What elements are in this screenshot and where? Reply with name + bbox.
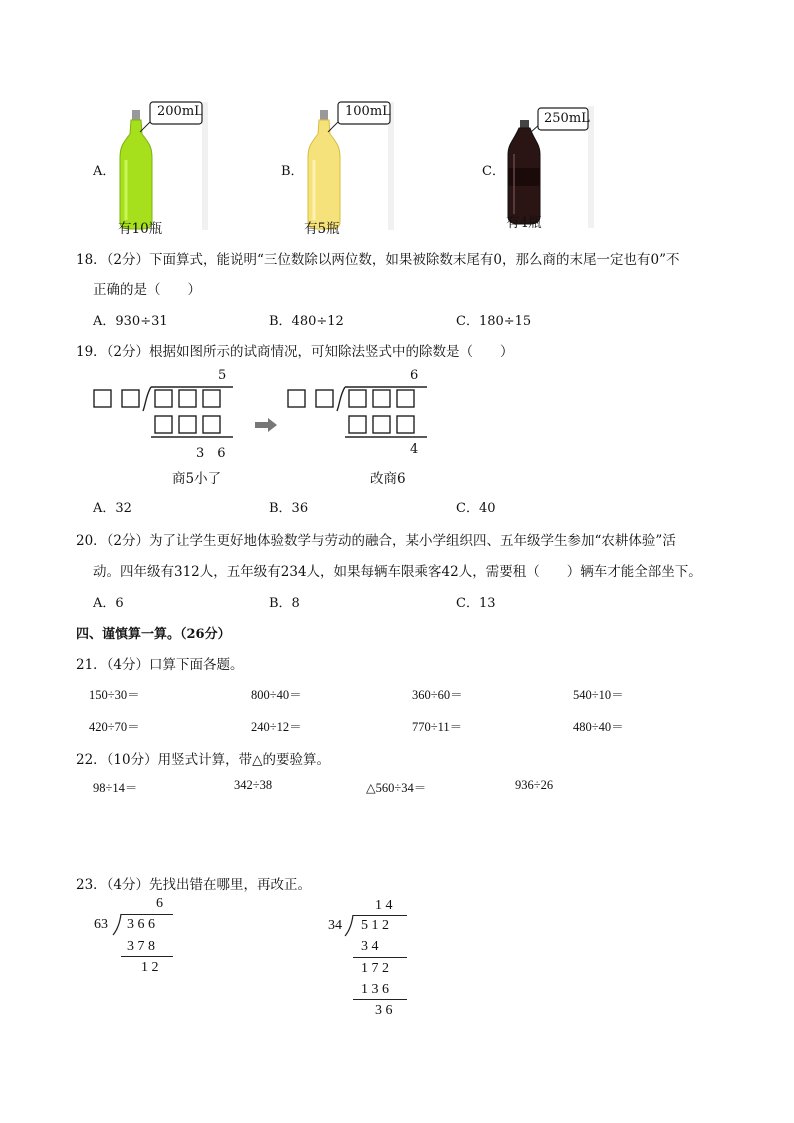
right-remainder: 4 bbox=[410, 442, 419, 457]
right-div-divisor: 34 bbox=[328, 918, 342, 933]
q21-item: 150÷30＝ bbox=[89, 688, 140, 702]
right-div-dividend: 5 1 2 bbox=[361, 918, 389, 933]
q22-item: 342÷38 bbox=[234, 778, 273, 792]
option-c-count: 有4瓶 bbox=[506, 215, 542, 231]
q20-stem-line1: 20．（2分）为了让学生更好地体验数学与劳动的融合，某小学组织四、五年级学生参加“农耕体验”活 bbox=[76, 533, 676, 549]
q22-stem: 22．（10分）用竖式计算，带△的要验算。 bbox=[76, 752, 330, 768]
green-bottle-icon bbox=[112, 100, 208, 232]
q20-option-c[interactable]: C．13 bbox=[456, 596, 496, 611]
left-div-rule bbox=[121, 956, 173, 957]
right-div-rule-2 bbox=[353, 999, 407, 1000]
q22-item: △560÷34＝ bbox=[366, 781, 427, 795]
left-div-divisor: 63 bbox=[94, 917, 108, 932]
right-div-bracket bbox=[343, 914, 355, 938]
q21-item: 540÷10＝ bbox=[573, 688, 624, 702]
q21-item: 480÷40＝ bbox=[573, 720, 624, 734]
yellow-bottle-icon bbox=[298, 100, 394, 232]
q18-option-c[interactable]: C．180÷15 bbox=[456, 314, 532, 329]
option-b-count: 有5瓶 bbox=[304, 221, 340, 237]
left-div-product: 3 7 8 bbox=[127, 939, 155, 954]
left-div-dividend: 3 6 6 bbox=[127, 917, 155, 932]
left-div-quotient: 6 bbox=[156, 896, 163, 911]
right-div-quotient: 1 4 bbox=[375, 898, 393, 913]
right-div-remainder: 3 6 bbox=[375, 1003, 393, 1018]
q18-stem-line2: 正确的是（ ） bbox=[93, 282, 201, 298]
option-c-label: C． bbox=[482, 164, 505, 179]
option-a-count: 有10瓶 bbox=[118, 221, 163, 237]
section-4-title: 四、谨慎算一算。（26分） bbox=[76, 627, 231, 642]
left-div-bar bbox=[121, 914, 173, 915]
q18-option-b[interactable]: B．480÷12 bbox=[269, 314, 344, 329]
left-div-bracket bbox=[111, 913, 123, 937]
q21-item: 240÷12＝ bbox=[251, 720, 302, 734]
q21-item: 770÷11＝ bbox=[412, 720, 463, 734]
option-b-label: B． bbox=[281, 164, 304, 179]
q23-stem: 23．（4分）先找出错在哪里，再改正。 bbox=[76, 877, 312, 893]
left-remainder: 3 6 bbox=[196, 446, 226, 461]
right-div-product-2: 1 3 6 bbox=[361, 982, 389, 997]
q21-stem: 21．（4分）口算下面各题。 bbox=[76, 657, 244, 673]
right-div-product-1: 3 4 bbox=[361, 939, 379, 954]
q19-option-c[interactable]: C．40 bbox=[456, 501, 496, 516]
q20-option-b[interactable]: B．8 bbox=[269, 596, 300, 611]
q20-option-a[interactable]: A．6 bbox=[93, 596, 124, 611]
left-div-remainder: 1 2 bbox=[141, 960, 159, 975]
option-a-volume: 200mL bbox=[157, 104, 203, 119]
q21-item: 360÷60＝ bbox=[412, 688, 463, 702]
q19-option-b[interactable]: B．36 bbox=[269, 501, 309, 516]
right-div-bar bbox=[353, 915, 407, 916]
left-quotient: 5 bbox=[218, 368, 227, 383]
right-division-boxes bbox=[287, 383, 437, 443]
right-quotient: 6 bbox=[410, 368, 419, 383]
right-arrow-icon bbox=[254, 418, 278, 432]
q21-item: 420÷70＝ bbox=[89, 720, 140, 734]
right-div-partial: 1 7 2 bbox=[361, 961, 389, 976]
q18-option-a[interactable]: A．930÷31 bbox=[93, 314, 168, 329]
option-a-label: A． bbox=[93, 164, 116, 179]
option-c-volume: 250mL bbox=[544, 111, 590, 126]
q19-stem: 19．（2分）根据如图所示的试商情况，可知除法竖式中的除数是（ ） bbox=[76, 344, 514, 360]
right-caption: 改商6 bbox=[370, 471, 406, 487]
q22-item: 936÷26 bbox=[515, 778, 554, 792]
q21-item: 800÷40＝ bbox=[251, 688, 302, 702]
left-division-boxes bbox=[93, 383, 243, 443]
right-div-rule-1 bbox=[353, 957, 407, 958]
left-caption: 商5小了 bbox=[172, 471, 222, 487]
q19-option-a[interactable]: A．32 bbox=[93, 501, 132, 516]
q22-item: 98÷14＝ bbox=[93, 781, 138, 795]
option-b-volume: 100mL bbox=[345, 104, 391, 119]
q20-stem-line2: 动。四年级有312人，五年级有234人，如果每辆车限乘客42人，需要租（ ）辆车才能全部坐下。 bbox=[93, 564, 702, 580]
q18-stem-line1: 18．（2分）下面算式，能说明“三位数除以两位数，如果被除数末尾有0，那么商的末尾一定也有0”不 bbox=[76, 252, 680, 268]
